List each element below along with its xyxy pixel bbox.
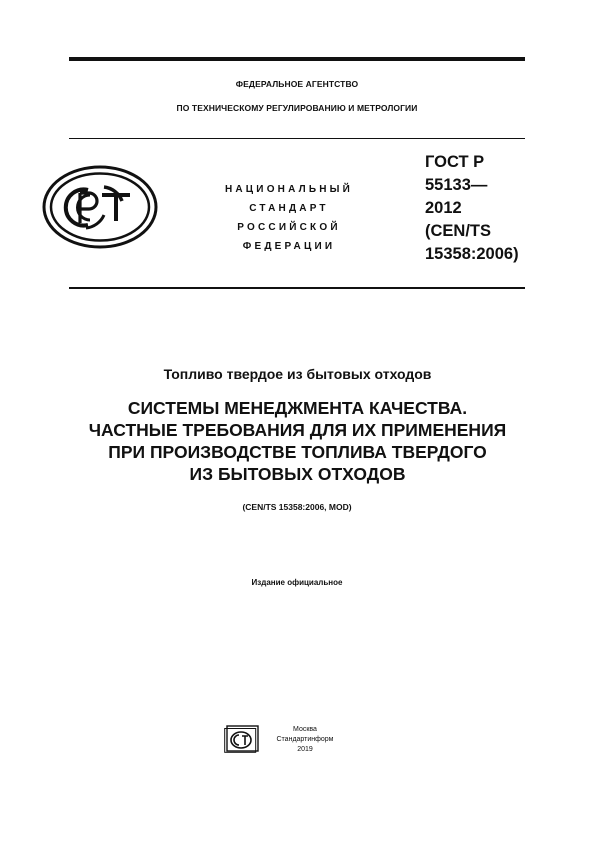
header-bottom-rule [69, 287, 525, 289]
rst-logo-icon [42, 165, 158, 249]
title-line: ЧАСТНЫЕ ТРЕБОВАНИЯ ДЛЯ ИХ ПРИМЕНЕНИЯ [88, 420, 507, 440]
national-standard-line: СТАНДАРТ [249, 203, 329, 214]
national-standard-line: НАЦИОНАЛЬНЫЙ [224, 184, 354, 195]
modification-note: (CEN/TS 15358:2006, MOD) [242, 502, 352, 512]
designation-line: (CEN/TS [425, 222, 491, 240]
agency-name-line1: ФЕДЕРАЛЬНОЕ АГЕНТСТВО [235, 79, 359, 89]
title-line: СИСТЕМЫ МЕНЕДЖМЕНТА КАЧЕСТВА. [127, 398, 468, 418]
title-line: ИЗ БЫТОВЫХ ОТХОДОВ [189, 464, 406, 484]
header-divider [69, 138, 525, 139]
designation-line: ГОСТ Р [425, 153, 485, 171]
publisher-line: 2019 [297, 746, 313, 753]
standard-designation [425, 151, 540, 266]
edition-label: Издание официальное [251, 578, 343, 587]
publisher-imprint [265, 725, 345, 755]
national-standard-label [200, 180, 378, 256]
standartinform-logo-icon [224, 725, 260, 753]
designation-line: 15358:2006) [425, 245, 519, 263]
top-rule [69, 57, 525, 61]
publisher-line: Стандартинформ [276, 736, 334, 743]
agency-name-line2: ПО ТЕХНИЧЕСКОМУ РЕГУЛИРОВАНИЮ И МЕТРОЛОГИИ [176, 103, 418, 113]
designation-line: 2012 [425, 199, 462, 217]
title-line: ПРИ ПРОИЗВОДСТВЕ ТОПЛИВА ТВЕРДОГО [108, 442, 487, 462]
national-standard-line: ФЕДЕРАЦИИ [242, 241, 336, 252]
document-title [30, 397, 565, 485]
national-standard-line: РОССИЙСКОЙ [237, 222, 341, 233]
designation-line: 55133— [425, 176, 488, 194]
document-subject: Топливо твердое из бытовых отходов [163, 366, 432, 382]
publisher-line: Москва [293, 726, 317, 733]
